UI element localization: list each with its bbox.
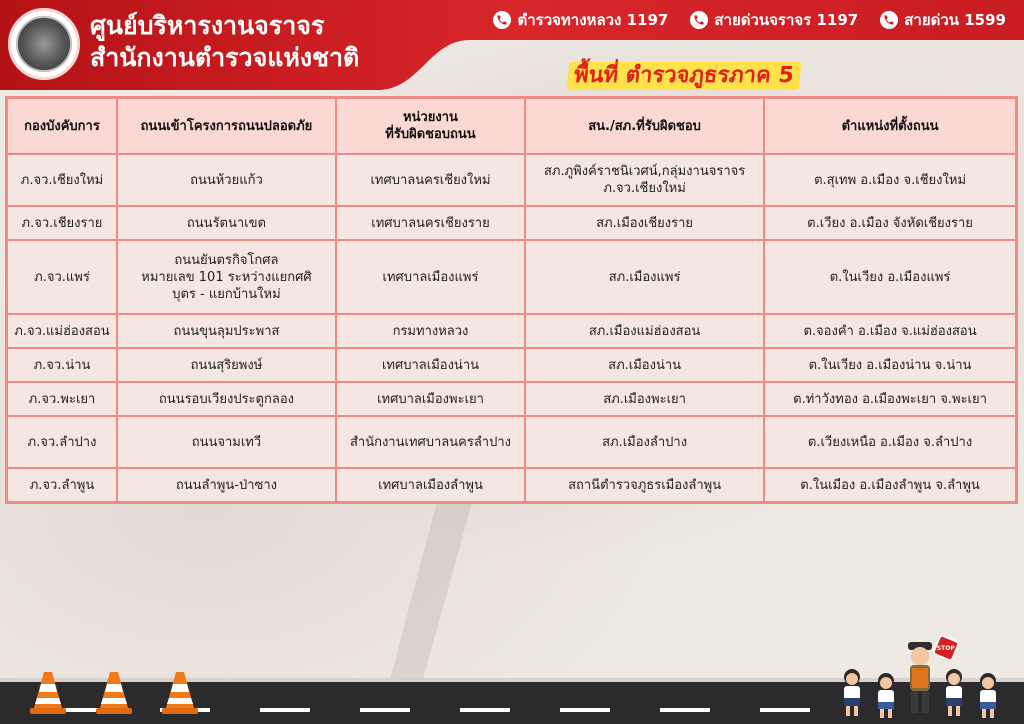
cell-command: ภ.จว.พะเยา [7,382,117,416]
hotline-highway-police [493,8,668,32]
cell-command: ภ.จว.น่าน [7,348,117,382]
cell-road: ถนนรอบเวียงประตูกลอง [117,382,336,416]
child-illustration [872,672,900,720]
road-lane-marking [260,708,310,712]
region-title: พื้นที่ ตำรวจภูธรภาค 5 [567,62,802,90]
table-header-row [7,98,1016,154]
phone-icon [690,11,708,29]
hotline-label: สายด่วนจราจร 1197 [714,11,859,29]
hotline-label: ตำรวจทางหลวง 1197 [517,11,669,29]
cell-agency: เทศบาลเมืองพะเยา [336,382,525,416]
cell-command: ภ.จว.เชียงใหม่ [7,154,117,206]
cell-station: สภ.ภูพิงค์ราชนิเวศน์,กลุ่มงานจราจร ภ.จว.เชียงใหม่ [525,154,764,206]
cell-location: ต.ท่าวังทอง อ.เมืองพะเยา จ.พะเยา [764,382,1016,416]
road-lane-marking [760,708,810,712]
table-row [7,206,1016,240]
table-row [7,348,1016,382]
police-logo [8,8,80,80]
cell-road: ถนนสุริยพงษ์ [117,348,336,382]
cell-command: ภ.จว.ลำพูน [7,468,117,502]
table-row [7,154,1016,206]
hotline-list [493,8,1006,32]
table-row [7,416,1016,468]
cell-command: ภ.จว.ลำปาง [7,416,117,468]
road-table-wrapper [5,96,1018,504]
cell-station: สภ.เมืองแพร่ [525,240,764,314]
cell-station: สภ.เมืองแม่ฮ่องสอน [525,314,764,348]
cell-agency: สำนักงานเทศบาลนครลำปาง [336,416,525,468]
header-station: สน./สภ.ที่รับผิดชอบ [525,98,764,154]
road-lane-marking [460,708,510,712]
traffic-cone-icon [162,670,198,716]
hotline-traffic [690,8,858,32]
cell-station: สภ.เมืองพะเยา [525,382,764,416]
cell-location: ต.ในเวียง อ.เมืองแพร่ [764,240,1016,314]
table-row [7,382,1016,416]
table-row [7,468,1016,502]
cell-agency: กรมทางหลวง [336,314,525,348]
hotline-1599 [880,8,1006,32]
cell-road: ถนนยันตรกิจโกศล หมายเลข 101 ระหว่างแยกศศิ บุตร - แยกบ้านใหม่ [117,240,336,314]
cell-station: สภ.เมืองลำปาง [525,416,764,468]
traffic-cone-icon [30,670,66,716]
road-lane-marking [560,708,610,712]
police-emblem-icon [16,16,72,72]
header-command: กองบังคับการ [7,98,117,154]
stop-sign-label: STOP [937,644,955,652]
header-banner [0,0,1024,92]
cell-road: ถนนลำพูน-ป่าซาง [117,468,336,502]
cell-road: ถนนขุนลุมประพาส [117,314,336,348]
header-agency: หน่วยงาน ที่รับผิดชอบถนน [336,98,525,154]
cell-station: สถานีตำรวจภูธรเมืองลำพูน [525,468,764,502]
header-road: ถนนเข้าโครงการถนนปลอดภัย [117,98,336,154]
cell-road: ถนนรัตนาเขต [117,206,336,240]
road-strip [0,678,1024,724]
title-line-2: สำนักงานตำรวจแห่งชาติ [90,43,360,72]
child-illustration [940,668,968,718]
cell-agency: เทศบาลนครเชียงราย [336,206,525,240]
cell-command: ภ.จว.เชียงราย [7,206,117,240]
table-row [7,240,1016,314]
cell-command: ภ.จว.แม่ฮ่องสอน [7,314,117,348]
cell-location: ต.ในเวียง อ.เมืองน่าน จ.น่าน [764,348,1016,382]
child-illustration [974,672,1002,720]
cell-road: ถนนห้วยแก้ว [117,154,336,206]
phone-icon [493,11,511,29]
cell-command: ภ.จว.แพร่ [7,240,117,314]
traffic-cone-icon [96,670,132,716]
header-title [90,10,359,74]
cell-station: สภ.เมืองเชียงราย [525,206,764,240]
cell-location: ต.ในเมือง อ.เมืองลำพูน จ.ลำพูน [764,468,1016,502]
cell-agency: เทศบาลเมืองแพร่ [336,240,525,314]
road-lane-marking [660,708,710,712]
child-illustration [838,668,866,718]
cell-location: ต.เวียงเหนือ อ.เมือง จ.ลำปาง [764,416,1016,468]
cell-station: สภ.เมืองน่าน [525,348,764,382]
cell-agency: เทศบาลเมืองลำพูน [336,468,525,502]
road-lane-marking [360,708,410,712]
cell-location: ต.จองคำ อ.เมือง จ.แม่ฮ่องสอน [764,314,1016,348]
safe-road-table [5,96,1018,504]
hotline-label: สายด่วน 1599 [904,11,1006,29]
cell-road: ถนนจามเทวี [117,416,336,468]
cell-location: ต.สุเทพ อ.เมือง จ.เชียงใหม่ [764,154,1016,206]
header-location: ตำแหน่งที่ตั้งถนน [764,98,1016,154]
cell-agency: เทศบาลนครเชียงใหม่ [336,154,525,206]
cell-location: ต.เวียง อ.เมือง จังหัดเชียงราย [764,206,1016,240]
table-row [7,314,1016,348]
cell-agency: เทศบาลเมืองน่าน [336,348,525,382]
phone-icon [880,11,898,29]
title-line-1: ศูนย์บริหารงานจราจร [90,11,325,40]
